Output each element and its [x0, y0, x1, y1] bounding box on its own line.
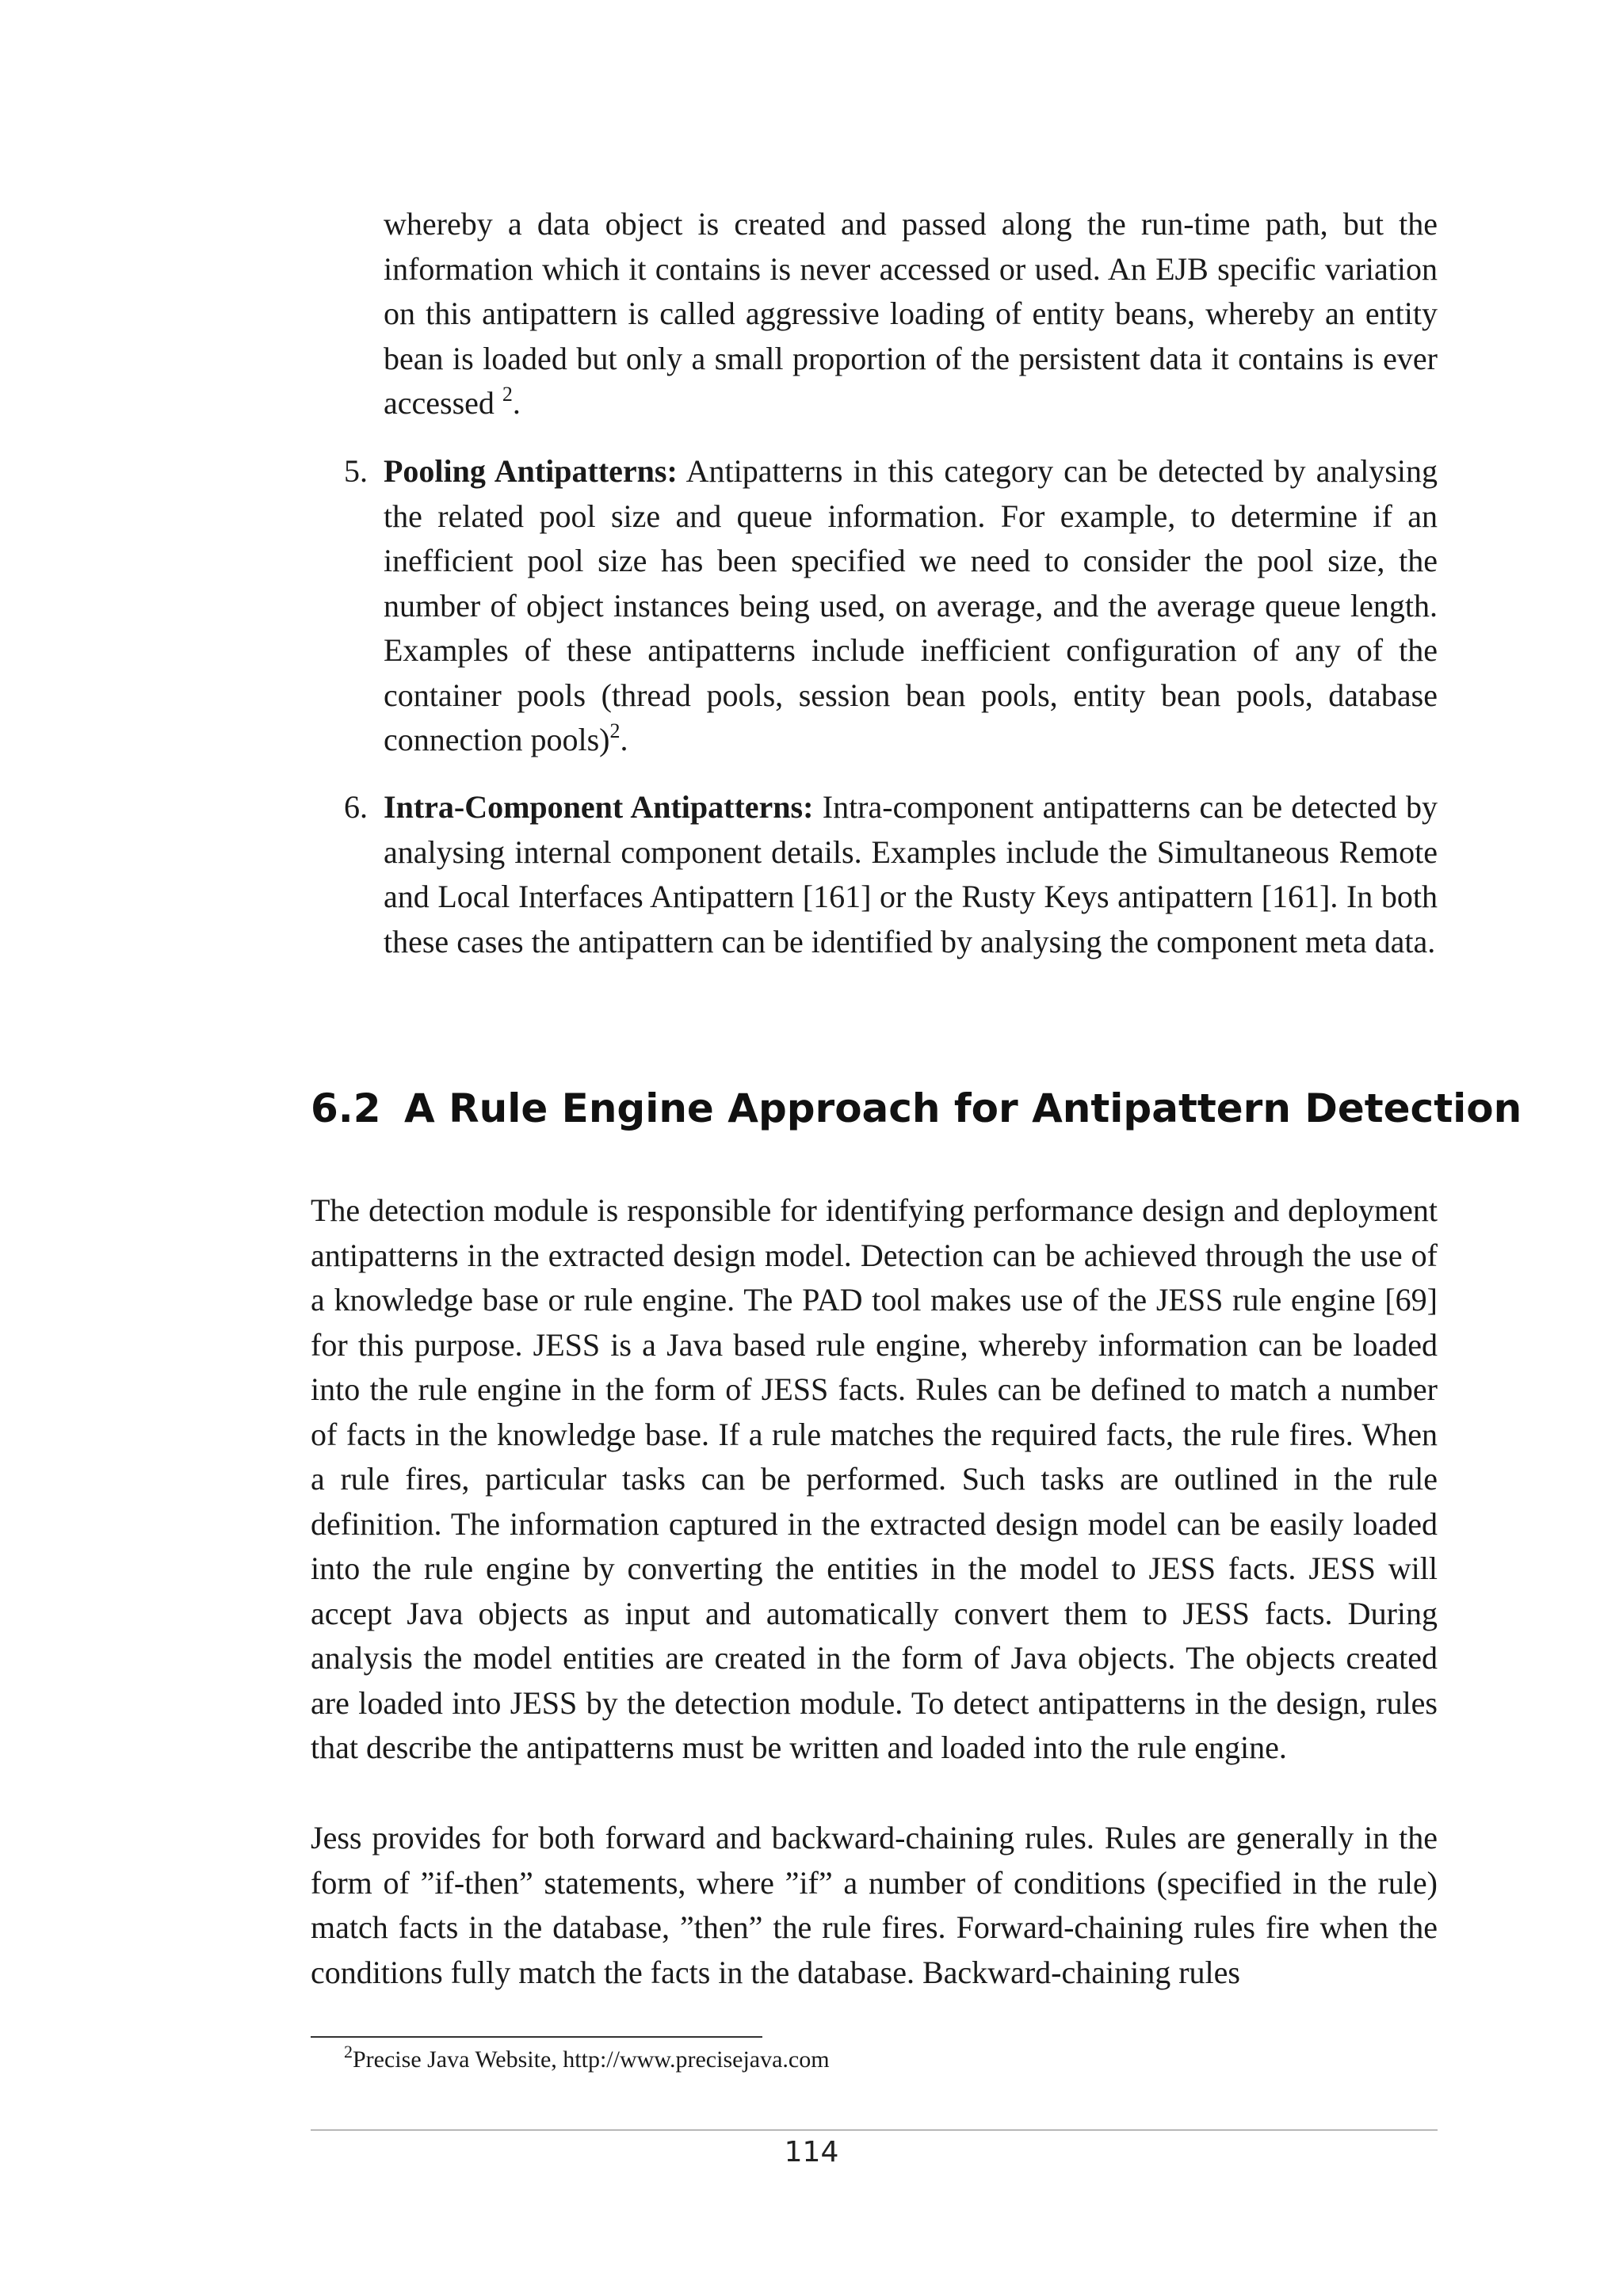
section-heading [311, 1085, 1522, 1131]
section-number: 6.2 [311, 1085, 381, 1131]
footnote-marker: 2 [344, 2042, 353, 2061]
footnote-reference[interactable]: 2 [609, 719, 621, 742]
list-item-text: Antipatterns in this category can be detected by analysing the related pool size and queue information. For example, to determine if an inefficient pool size has been specified we need to consider the pool size, the number of object instances being used, on average, and the average queue length. Examples of these antipatterns include inefficient configuration of any of the container pools (thread pools, session bean pools, entity bean pools, database connection pools) [384, 453, 1438, 757]
continuation-text: whereby a data object is created and passed along the run-time path, but the information which it contains is never accessed or used. An EJB specific variation on this antipattern is called aggressive loading of entity beans, whereby an entity bean is loaded but only a small proportion of the persistent data it contains is ever accessed [384, 206, 1438, 421]
list-item-pooling-antipatterns [344, 449, 1438, 763]
footnote-divider [311, 2036, 762, 2038]
list-item-end: . [620, 722, 628, 757]
list-item-continuation [384, 202, 1438, 426]
footnote [344, 2044, 830, 2076]
list-item-intra-component-antipatterns [344, 785, 1438, 964]
list-item-title: Intra-Component Antipatterns: [384, 789, 814, 825]
footnote-text: Precise Java Website, http://www.precisejava.com [353, 2046, 830, 2073]
footnote-reference[interactable]: 2 [502, 383, 513, 406]
list-item-number: 6. [344, 789, 368, 825]
body-paragraph: The detection module is responsible for identifying performance design and deployment antipatterns in the extracted design model. Detection can be achieved through the use of a knowledge base or rule engine. The PAD tool makes use of the JESS rule engine [69] for this purpose. JESS is a Java based rule engine, whereby information can be loaded into the rule engine in the form of JESS facts. Rules can be defined to match a number of facts in the knowledge base. If a rule matches the required facts, the rule fires. When a rule fires, particular tasks can be performed. Such tasks are outlined in the rule definition. The information captured in the extracted design model can be easily loaded into the rule engine by converting the entities in the model to JESS facts. JESS will accept Java objects as input and automatically convert them to JESS facts. During analysis the model entities are created in the form of Java objects. The objects created are loaded into JESS by the detection module. To detect antipatterns in the design, rules that describe the antipatterns must be written and loaded into the rule engine. [311, 1192, 1438, 1765]
continuation-end: . [512, 385, 521, 421]
list-item-text: Intra-component antipatterns can be detected by analysing internal component details. Examples include the Simultaneous Remote and Local Interfaces Antipattern [161] or the Rusty Keys antipattern [161]. In both these cases the antipattern can be identified by analysing the component meta data. [384, 789, 1438, 959]
list-item-title: Pooling Antipatterns: [384, 453, 678, 489]
section-title: A Rule Engine Approach for Antipattern Detection [404, 1085, 1522, 1131]
list-item-number: 5. [344, 453, 368, 489]
body-paragraph: Jess provides for both forward and backward-chaining rules. Rules are generally in the form of ”if-then” statements, where ”if” a number of conditions (specified in the rule) match facts in the database, ”then” the rule fires. Forward-chaining rules fire when the conditions fully match the facts in the database. Backward-chaining rules [311, 1820, 1438, 1990]
page-number: 114 [784, 2136, 839, 2168]
